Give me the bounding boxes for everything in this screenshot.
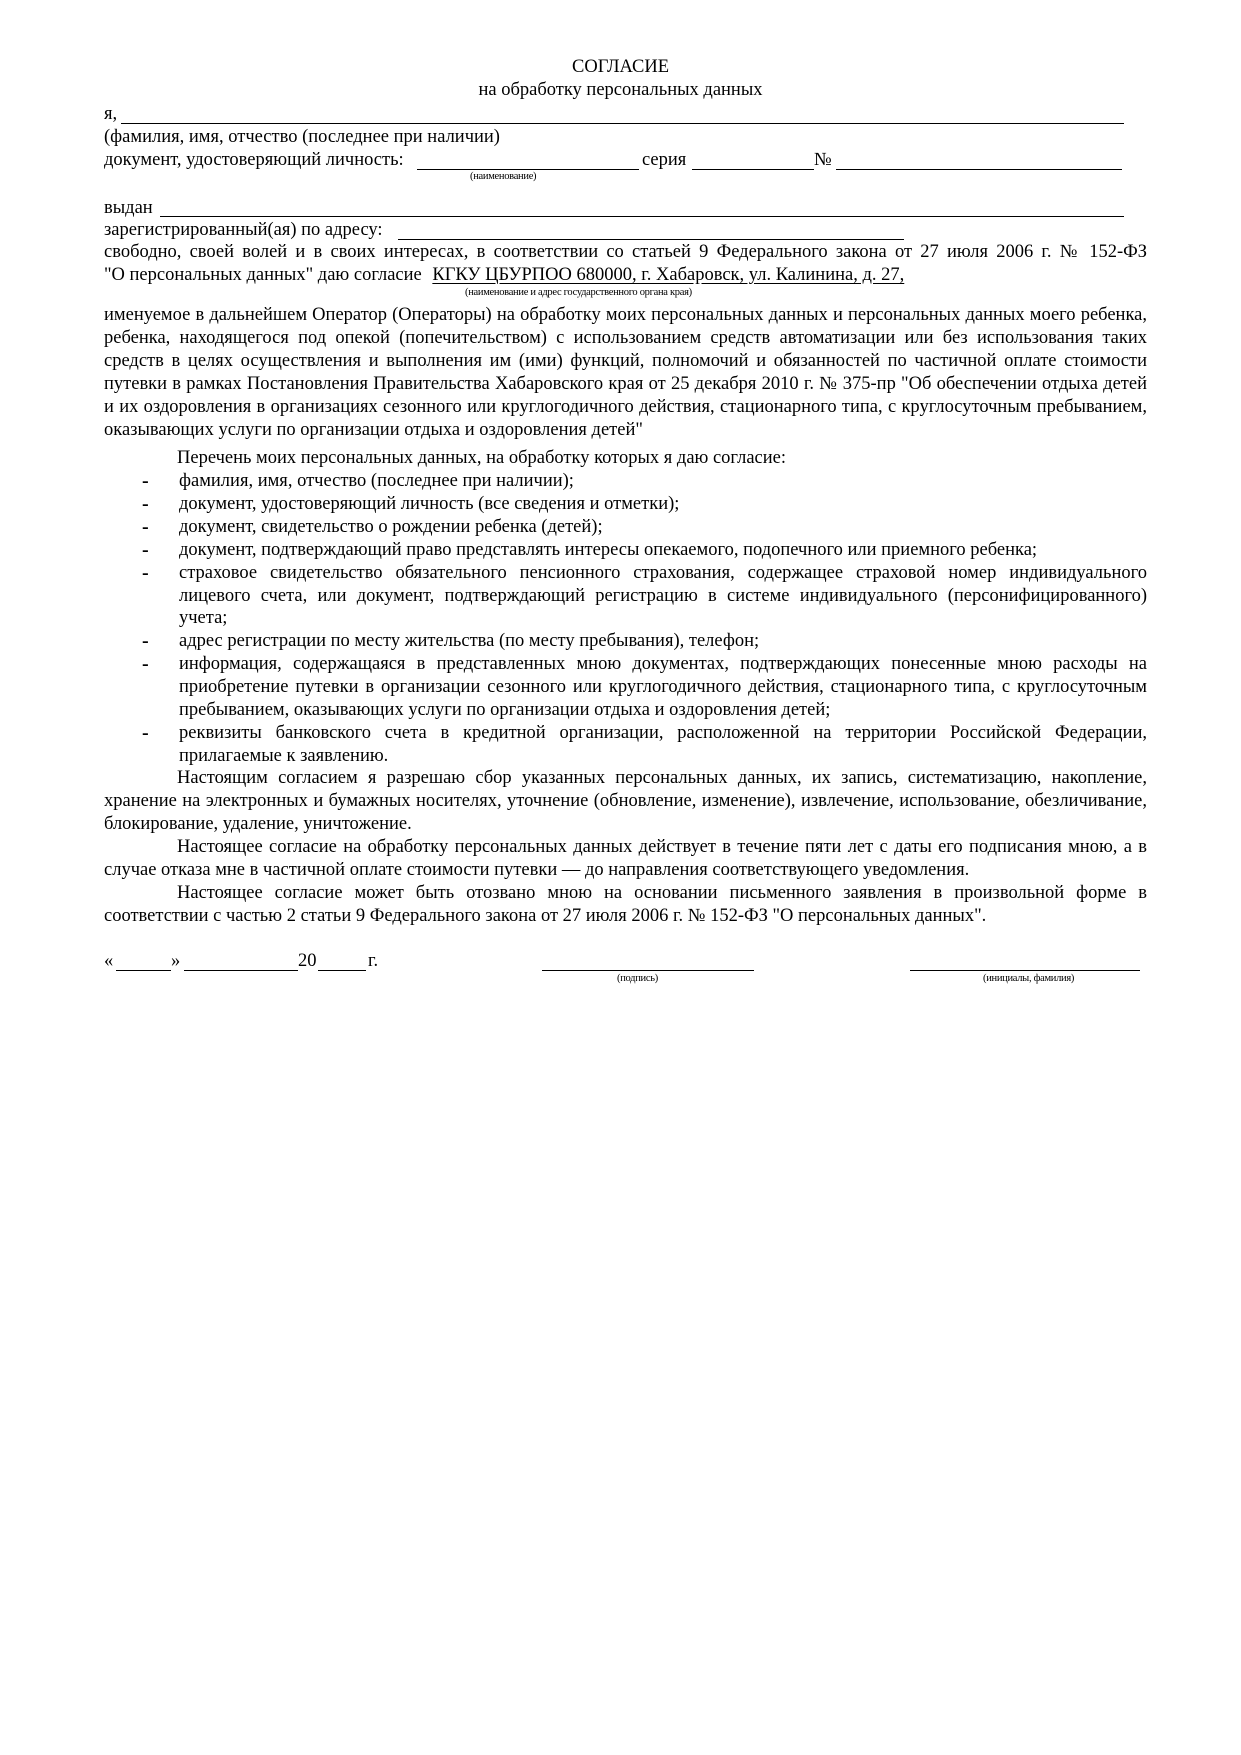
- date-open-quote: «: [104, 951, 114, 971]
- issued-label: выдан: [104, 198, 153, 218]
- processing-paragraph: Настоящим согласием я разрешаю сбор указанных персональных данных, их запись, систематизацию, накопление, хранение на электронных и бумажных носителях, уточнение (обновление, изменение), извлечение, использование, обезличивание, блокирование, удаление, уничтожение.: [104, 768, 1147, 834]
- signature-hint: (подпись): [617, 973, 658, 984]
- validity-paragraph: Настоящее согласие на обработку персональных данных действует в течение пяти лет с даты его подписания мною, а в случае отказа мне в частичной оплате стоимости путевки — до направления соответствующего уведомления.: [104, 837, 1147, 880]
- list-item: - адрес регистрации по месту жительства (по месту пребывания), телефон;: [142, 630, 760, 653]
- address-blank[interactable]: [398, 239, 904, 240]
- list-item: - документ, удостоверяющий личность (все сведения и отметки);: [142, 492, 680, 515]
- document-name-blank[interactable]: [417, 169, 639, 170]
- consent-intro-prefix: "О персональных данных" даю согласие: [104, 265, 422, 285]
- month-blank[interactable]: [184, 970, 298, 971]
- dash-icon: -: [142, 721, 149, 744]
- list-intro: Перечень моих персональных данных, на обработку которых я даю согласие:: [177, 448, 786, 468]
- dash-icon: -: [142, 561, 149, 584]
- number-label: №: [814, 150, 832, 170]
- dash-icon: -: [142, 470, 149, 492]
- series-label: серия: [642, 150, 687, 170]
- initials-blank[interactable]: [910, 970, 1140, 971]
- personal-data-list: [104, 470, 1147, 768]
- consent-intro-line2: [104, 264, 904, 287]
- list-item: - реквизиты банковского счета в кредитной организации, расположенной на территории Российской Федерации, прилагаемые к заявлению.: [142, 721, 1147, 766]
- list-item: - страховое свидетельство обязательного пенсионного страхования, содержащее страховой номер индивидуального лицевого счета, или документ, подтверждающий регистрацию в системе индивидуального (персонифицированного) учета;: [142, 561, 1147, 629]
- day-blank[interactable]: [116, 970, 171, 971]
- dash-icon: -: [142, 492, 149, 515]
- consent-intro-line1: свободно, своей волей и в своих интересах, в соответствии со статьей 9 Федерального закона от 27 июля 2006 г. № 152-ФЗ: [104, 242, 1147, 262]
- date-close-quote: »: [171, 951, 181, 971]
- revocation-paragraph: Настоящее согласие может быть отозвано мною на основании письменного заявления в произвольной форме в соответствии с частью 2 статьи 9 Федерального закона от 27 июля 2006 г. № 152-ФЗ "О персональных данных".: [104, 883, 1147, 926]
- operator-paragraph: именуемое в дальнейшем Оператор (Операторы) на обработку моих персональных данных и персональных данных моего ребенка, ребенка, находящегося под опекой (попечительством) с использованием средств автоматизации или без использования таких средств в целях осуществления и выполнения им (ими) функций, полномочий и обязанностей по частичной оплате стоимости путевки в рамках Постановления Правительства Хабаровского края от 25 декабря 2010 г. № 375-пр "Об обеспечении отдыха детей и их оздоровления в организациях сезонного или круглогодичного действия, стационарного типа, с круглосуточным пребыванием, оказывающих услуги по организации отдыха и оздоровления детей": [104, 305, 1147, 440]
- dash-icon: -: [142, 653, 149, 676]
- number-blank[interactable]: [836, 169, 1122, 170]
- list-item: - фамилия, имя, отчество (последнее при наличии);: [142, 470, 574, 492]
- initials-hint: (инициалы, фамилия): [983, 973, 1075, 984]
- dash-icon: -: [142, 630, 149, 653]
- dash-icon: -: [142, 515, 149, 538]
- ya-label: я,: [104, 104, 118, 124]
- year-blank[interactable]: [318, 970, 366, 971]
- fio-hint: (фамилия, имя, отчество (последнее при наличии): [104, 127, 500, 147]
- series-blank[interactable]: [692, 169, 814, 170]
- list-item: - документ, подтверждающий право представлять интересы опекаемого, подопечного или приемного ребенка;: [142, 538, 1038, 561]
- operator-hint: (наименование и адрес государственного органа края): [465, 287, 692, 298]
- list-item: - информация, содержащаяся в представленных мною документах, подтверждающих понесенные мною расходы на приобретение путевки в организации сезонного или круглогодичного действия, стационарного типа, с круглосуточным пребыванием, оказывающих услуги по организации отдыха и оздоровления детей;: [142, 653, 1147, 721]
- address-label: зарегистрированный(ая) по адресу:: [104, 220, 383, 240]
- document-subtitle: на обработку персональных данных: [478, 80, 763, 100]
- signature-blank[interactable]: [542, 970, 754, 971]
- document-label: документ, удостоверяющий личность:: [104, 150, 404, 170]
- list-item: - документ, свидетельство о рождении ребенка (детей);: [142, 515, 603, 538]
- operator-name: КГКУ ЦБУРПОО 680000, г. Хабаровск, ул. Калинина, д. 27,: [432, 265, 905, 285]
- document-title: СОГЛАСИЕ: [572, 57, 669, 77]
- dash-icon: -: [142, 538, 149, 561]
- year-suffix: г.: [368, 951, 379, 971]
- year-prefix: 20: [298, 951, 317, 971]
- fio-blank-line[interactable]: [121, 123, 1124, 124]
- name-hint: (наименование): [470, 171, 537, 182]
- issued-blank[interactable]: [160, 216, 1124, 217]
